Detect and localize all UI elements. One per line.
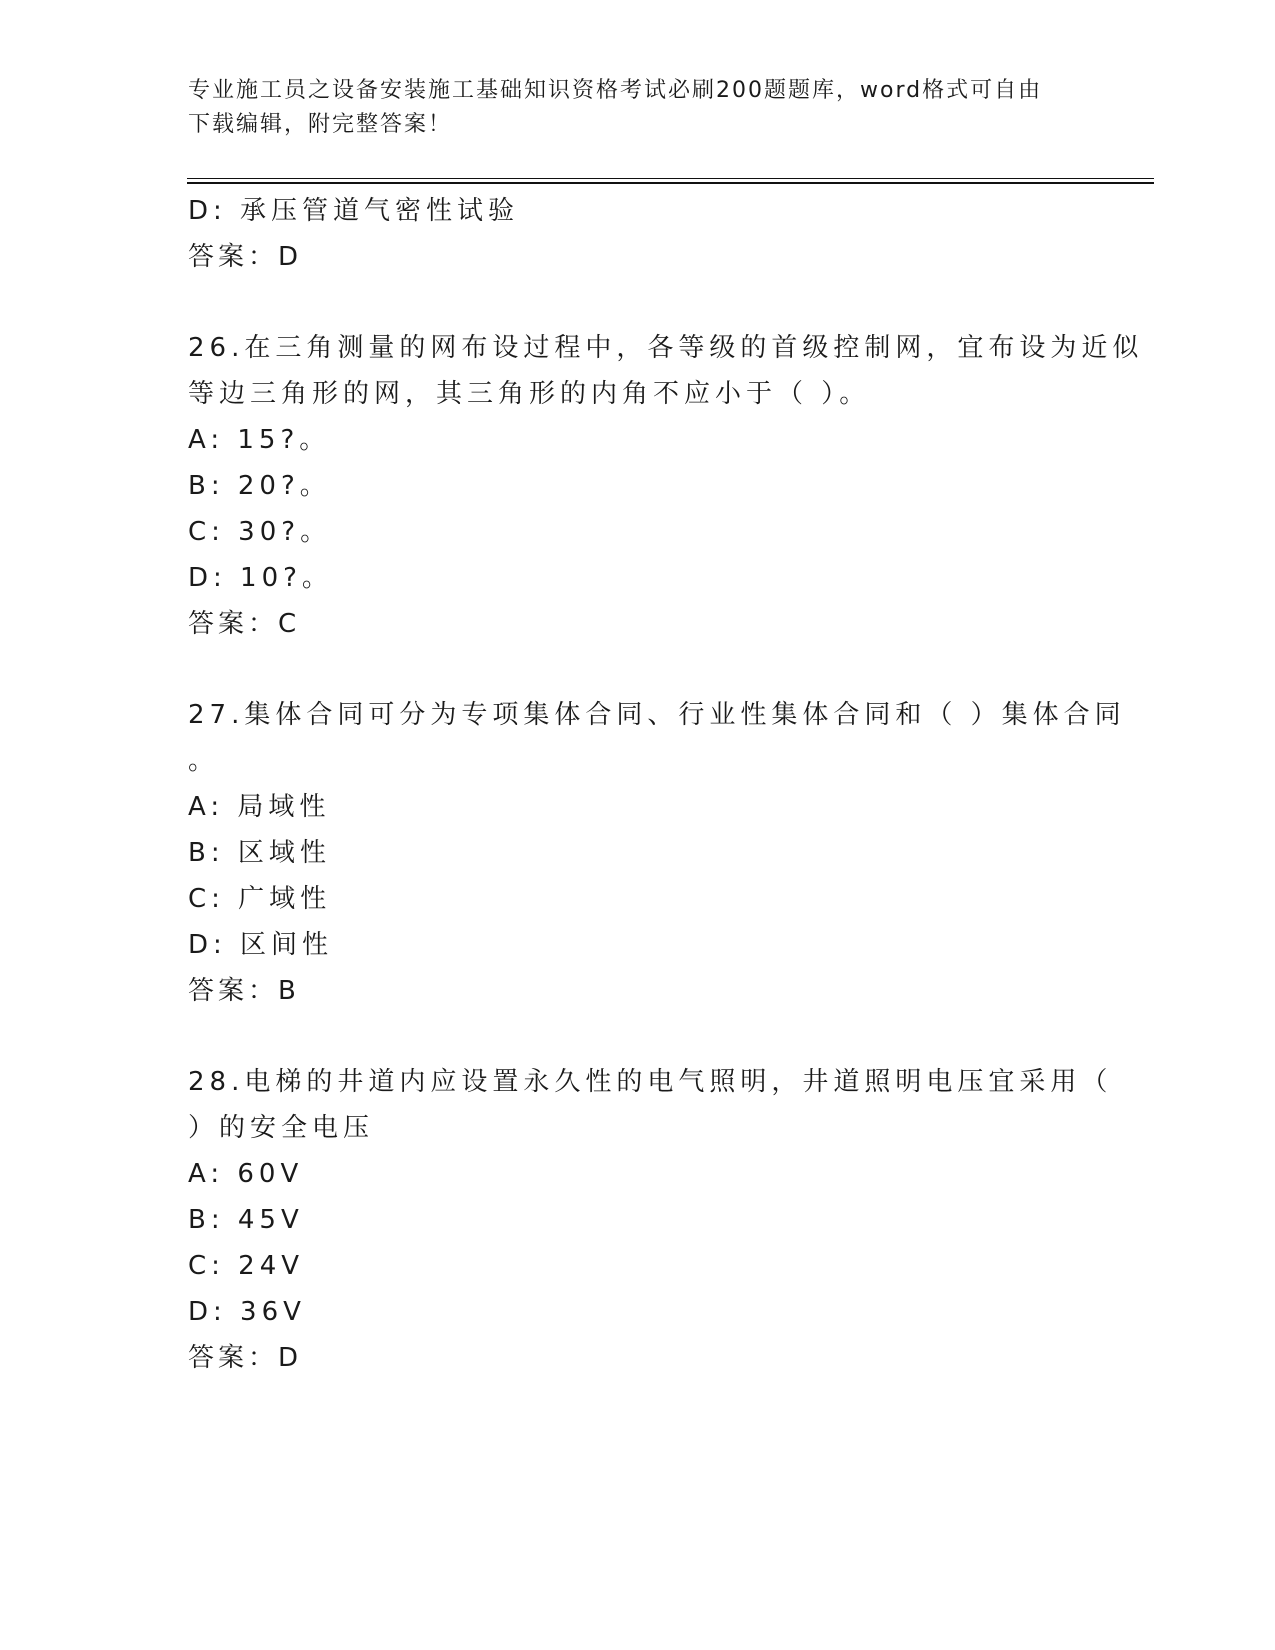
option-a: A: 局域性 — [188, 792, 331, 822]
answer-line: 答案：D — [188, 242, 303, 272]
spacer — [188, 647, 1088, 692]
answer-line: 答案：D — [188, 1343, 303, 1373]
spacer — [188, 1014, 1088, 1059]
option-c: C: 30?。 — [188, 517, 332, 547]
option-b: B: 区域性 — [188, 838, 331, 868]
option-d: D: 36V — [188, 1297, 306, 1327]
question-list — [188, 188, 1144, 1381]
option-d: D: 承压管道气密性试验 — [188, 196, 520, 226]
option-b: B: 20?。 — [188, 471, 331, 501]
option-c: C: 24V — [188, 1251, 305, 1281]
spacer — [188, 280, 1088, 325]
answer-line: 答案：C — [188, 609, 301, 639]
option-a: A: 60V — [188, 1159, 304, 1189]
question-26 — [188, 325, 1144, 647]
header-line-1: 专业施工员之设备安装施工基础知识资格考试必刷200题题库，word格式可自由 — [188, 78, 1043, 103]
option-b: B: 45V — [188, 1205, 304, 1235]
question-27 — [188, 692, 1126, 1014]
question-text-line-2: 等边三角形的网，其三角形的内角不应小于（ ）。 — [188, 379, 871, 409]
question-28 — [188, 1059, 1113, 1381]
option-d: D: 10?。 — [188, 563, 333, 593]
option-a: A: 15?。 — [188, 425, 331, 455]
answer-line: 答案：B — [188, 976, 300, 1006]
header-divider-thin — [187, 178, 1154, 179]
question-text-line-2: 。 — [188, 746, 220, 776]
option-d: D: 区间性 — [188, 930, 334, 960]
header-divider-thick — [187, 182, 1154, 184]
question-text-line-1: 26.在三角测量的网布设过程中，各等级的首级控制网，宜布设为近似 — [188, 333, 1144, 363]
question-text-line-1: 27.集体合同可分为专项集体合同、行业性集体合同和（ ）集体合同 — [188, 700, 1126, 730]
option-c: C: 广域性 — [188, 884, 332, 914]
document-header — [188, 74, 1088, 142]
header-line-2: 下载编辑，附完整答案！ — [188, 112, 453, 137]
question-text-line-1: 28.电梯的井道内应设置永久性的电气照明，井道照明电压宜采用（ — [188, 1067, 1113, 1097]
question-text-line-2: ）的安全电压 — [188, 1113, 375, 1143]
